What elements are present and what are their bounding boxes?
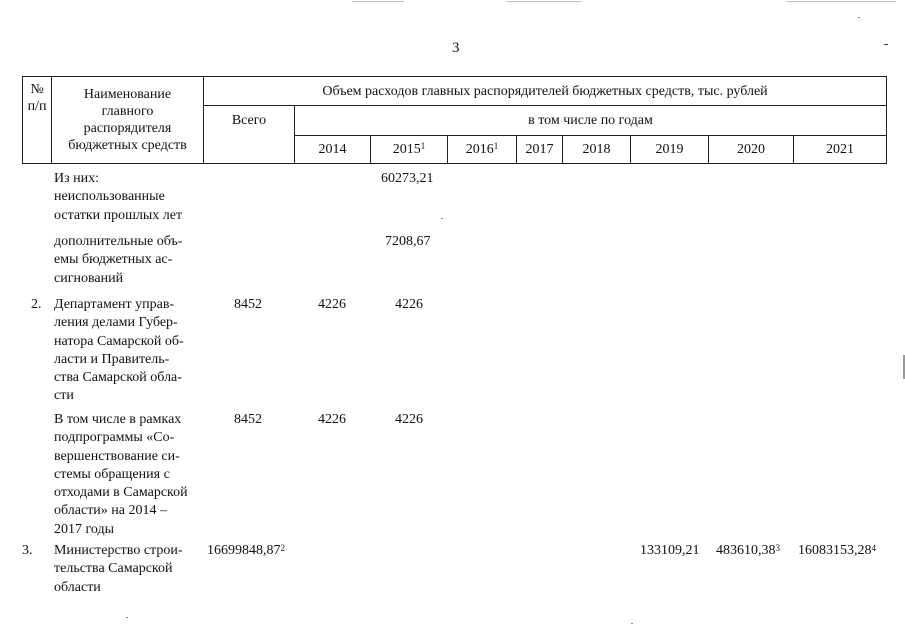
header-year-2016: 2016 $^1$ <box>465 141 499 157</box>
cell-total: 8452 <box>234 297 262 312</box>
header-year-2020: 2020 <box>737 142 765 157</box>
cell-2015: 7208,67 <box>385 234 431 249</box>
header-year-2019: 2019 <box>655 142 684 157</box>
scan-speck <box>631 623 633 624</box>
header-year-2021: 2021 <box>826 142 854 157</box>
page-number: 3 <box>452 40 460 56</box>
scan-speck <box>126 617 128 618</box>
header-by-years: в том числе по годам <box>528 113 653 128</box>
cell-total: 8452 <box>234 412 262 427</box>
header-year-2017: 2017 <box>525 142 554 157</box>
scan-artifact-line <box>506 1 582 2</box>
row-name-department: Департамент управ- ления делами Губер- натора Самарской об- ласти и Правитель- ства Самарской обла- сти <box>54 297 184 404</box>
scan-artifact-dot <box>884 44 888 45</box>
header-year-2018: 2018 <box>582 142 611 157</box>
cell-2014: 4226 <box>318 297 346 312</box>
cell-2015: 4226 <box>395 412 423 427</box>
row-name-additional-volumes: дополнительные объ- емы бюджетных ас- сигнований <box>54 234 183 286</box>
header-num: № п/п <box>27 82 47 114</box>
scan-speck <box>441 218 443 219</box>
cell-2020: 483610,38$^3$ <box>716 543 780 558</box>
cell-2014: 4226 <box>318 412 346 427</box>
header-total: Всего <box>231 113 267 128</box>
scan-artifact-line <box>352 1 404 2</box>
cell-2021: 16083153,28$^4$ <box>798 543 876 558</box>
cell-2015: 4226 <box>395 297 423 312</box>
scan-artifact-dot <box>858 17 860 18</box>
header-volume: Объем расходов главных распорядителей бюджетных средств, тыс. рублей <box>322 83 768 99</box>
cell-total: 16699848,87$^2$ <box>207 543 285 558</box>
row-name-subprogram: В том числе в рамках подпрограммы «Со- вершенствование си- стемы обращения с отходами в Самарской области» на 2014 – 2017 годы <box>54 412 188 537</box>
row-name-ministry: Министерство строи- тельства Самарской области <box>54 543 183 595</box>
table-header <box>22 76 887 164</box>
row-number: 3. <box>22 543 33 558</box>
cell-2015: 60273,21 <box>381 171 434 186</box>
header-year-2015: 2015 $^1$ <box>392 141 426 157</box>
row-number: 2. <box>31 297 42 312</box>
header-name: Наименование главного распорядителя бюджетных средств <box>68 87 187 153</box>
cell-2019: 133109,21 <box>640 543 700 558</box>
header-year-2014: 2014 <box>318 142 347 157</box>
row-name-unused-balances: Из них: неиспользованные остатки прошлых лет <box>54 171 183 223</box>
scan-artifact-line <box>786 1 896 2</box>
